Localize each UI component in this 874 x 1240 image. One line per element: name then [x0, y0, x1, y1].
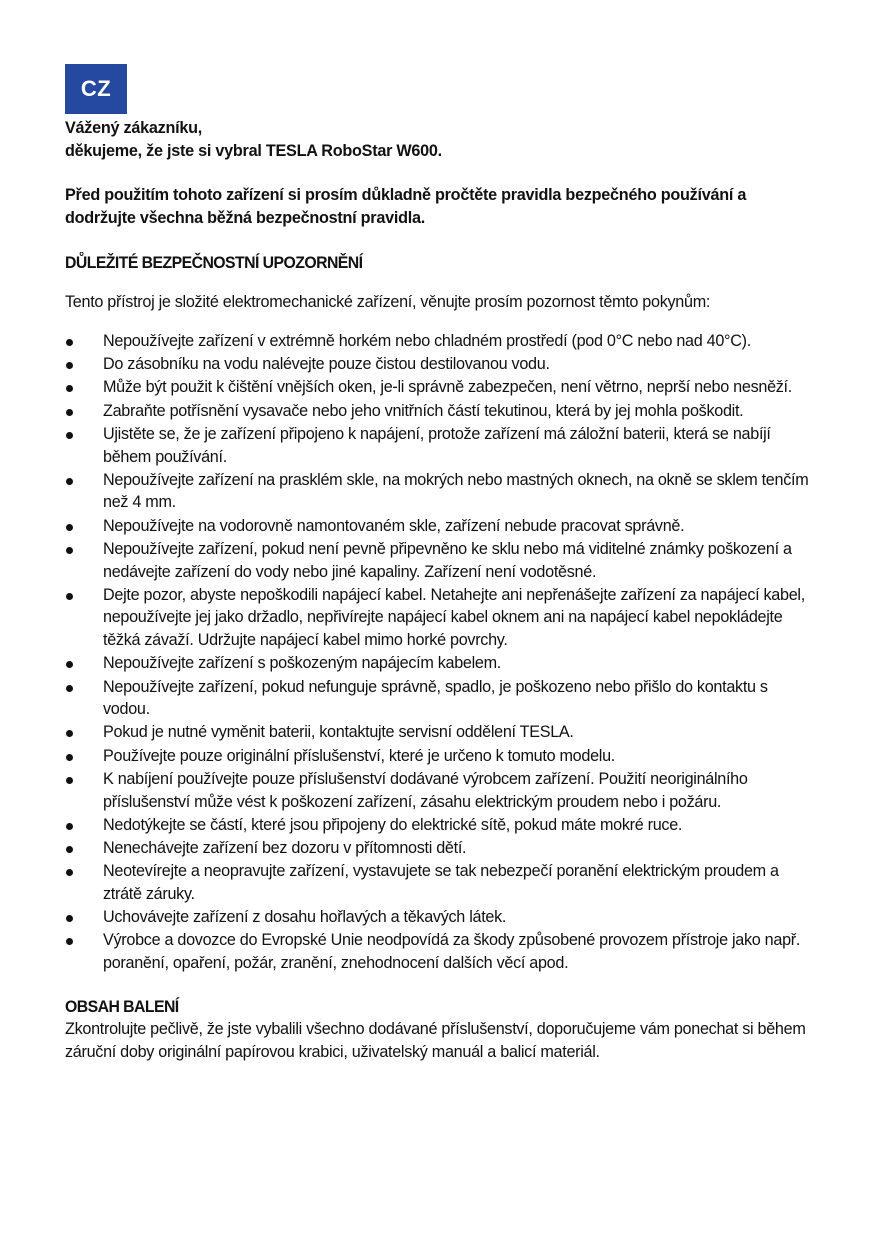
safety-list-item	[65, 814, 815, 837]
package-heading: OBSAH BALENÍ	[65, 996, 179, 1016]
safety-list-item-text: Nepoužívejte na vodorovně namontovaném skle, zařízení nebude pracovat správně.	[103, 516, 685, 535]
safety-list-item	[65, 376, 815, 399]
safety-list-item-text: Nenechávejte zařízení bez dozoru v přítomnosti dětí.	[103, 838, 467, 857]
language-badge: CZ	[65, 64, 127, 114]
safety-list-item-text: Výrobce a dovozce do Evropské Unie neodpovídá za škody způsobené provozem přístroje jako např. poranění, opaření, požár, zranění, znehodnocení dalších věcí apod.	[103, 931, 801, 972]
safety-list-item	[65, 721, 815, 744]
safety-list-item	[65, 423, 815, 468]
bullet-icon	[66, 547, 73, 554]
safety-list-item	[65, 906, 815, 929]
greeting-instruction: Před použitím tohoto zařízení si prosím důkladně pročtěte pravidla bezpečného používání a dodržujte všechna běžná bezpečnostní pravidla.	[65, 186, 747, 227]
safety-list-item-text: Uchovávejte zařízení z dosahu hořlavých a těkavých látek.	[103, 908, 507, 927]
safety-list-item-text: Ujistěte se, že je zařízení připojeno k napájení, protože zařízení má záložní baterii, která se nabíjí během používání.	[103, 424, 771, 466]
bullet-icon	[66, 339, 73, 346]
safety-list-item-text: K nabíjení používejte pouze příslušenství dodávané výrobcem zařízení. Použití neoriginálního příslušenství může vést k poškození zařízení, zásahu elektrickým proudem nebo i požáru.	[103, 769, 748, 811]
safety-list-item-text: Dejte pozor, abyste nepoškodili napájecí kabel. Netahejte ani nepřenášejte zařízení za napájecí kabel, nepoužívejte jej jako držadlo, nepřivírejte napájecí kabel oknem ani na napájecí kabel nepokládejte těžká závaží. Udržujte napájecí kabel mimo horké povrchy.	[103, 585, 805, 650]
greeting-thanks: děkujeme, že jste si vybral TESLA RoboStar W600.	[65, 141, 442, 160]
safety-list-item-text: Nepoužívejte zařízení, pokud nefunguje správně, spadlo, je poškozeno nebo přišlo do kontaktu s vodou.	[103, 677, 768, 719]
safety-list-item	[65, 929, 815, 974]
bullet-icon	[66, 777, 73, 784]
bullet-icon	[66, 754, 73, 761]
greeting-salutation: Vážený zákazníku,	[65, 119, 203, 137]
safety-list-item-text: Neotevírejte a neopravujte zařízení, vystavujete se tak nebezpečí poranění elektrickým proudem a ztrátě záruky.	[103, 862, 779, 903]
safety-list-item	[65, 860, 815, 905]
safety-list-item-text: Zabraňte potřísnění vysavače nebo jeho vnitřních částí tekutinou, která by jej mohla poškodit.	[103, 401, 744, 420]
bullet-icon	[66, 823, 73, 830]
safety-list-item	[65, 330, 815, 353]
bullet-icon	[66, 846, 73, 853]
bullet-icon	[66, 524, 73, 531]
bullet-icon	[66, 409, 73, 416]
greeting-block	[65, 117, 815, 229]
package-text: Zkontrolujte pečlivě, že jste vybalili všechno dodávané příslušenství, doporučujeme vám ponechat si během záruční doby originální papírovou krabici, uživatelský manuál a balicí materiál.	[65, 1019, 806, 1061]
safety-list-item	[65, 652, 815, 675]
bullet-icon	[66, 362, 73, 369]
safety-list-item-text: Nepoužívejte zařízení na prasklém skle, na mokrých nebo mastných oknech, na okně se sklem tenčím než 4 mm.	[103, 470, 809, 512]
bullet-icon	[66, 661, 73, 668]
safety-list-item-text: Může být použit k čištění vnějších oken, je-li správně zabezpečen, není větrno, neprší nebo nesněží.	[103, 378, 792, 397]
safety-list-item	[65, 353, 815, 376]
bullet-icon	[66, 478, 73, 485]
safety-list-item	[65, 515, 815, 538]
safety-list-item-text: Nepoužívejte zařízení s poškozeným napájecím kabelem.	[103, 654, 501, 673]
safety-list-item	[65, 400, 815, 423]
safety-list	[65, 330, 815, 975]
safety-list-item-text: Nepoužívejte zařízení, pokud není pevně připevněno ke sklu nebo má viditelné známky poškození a nedávejte zařízení do vody nebo jiné kapaliny. Zařízení není vodotěsné.	[103, 539, 792, 581]
safety-list-item	[65, 584, 815, 652]
bullet-icon	[66, 593, 73, 600]
safety-list-item-text: Do zásobníku na vodu nalévejte pouze čistou destilovanou vodu.	[103, 355, 550, 374]
safety-list-item	[65, 469, 815, 514]
safety-lead: Tento přístroj je složité elektromechanické zařízení, věnujte prosím pozornost těmto pokynům:	[65, 293, 711, 311]
bullet-icon	[66, 915, 73, 922]
bullet-icon	[66, 385, 73, 392]
safety-list-item-text: Používejte pouze originální příslušenství, které je určeno k tomuto modelu.	[103, 746, 615, 765]
bullet-icon	[66, 685, 73, 692]
safety-list-item	[65, 837, 815, 860]
bullet-icon	[66, 730, 73, 737]
safety-list-item	[65, 768, 815, 813]
safety-list-item-text: Nepoužívejte zařízení v extrémně horkém nebo chladném prostředí (pod 0°C nebo nad 40°C).	[103, 332, 751, 350]
safety-list-item	[65, 538, 815, 583]
safety-heading: DŮLEŽITÉ BEZPEČNOSTNÍ UPOZORNĚNÍ	[65, 253, 363, 272]
bullet-icon	[66, 938, 73, 945]
safety-list-item-text: Nedotýkejte se částí, které jsou připojeny do elektrické sítě, pokud máte mokré ruce.	[103, 815, 683, 834]
bullet-icon	[66, 432, 73, 439]
safety-list-item	[65, 745, 815, 768]
safety-list-item	[65, 676, 815, 721]
safety-list-item-text: Pokud je nutné vyměnit baterii, kontaktujte servisní oddělení TESLA.	[103, 723, 574, 742]
manual-page	[65, 64, 815, 1064]
bullet-icon	[66, 869, 73, 876]
